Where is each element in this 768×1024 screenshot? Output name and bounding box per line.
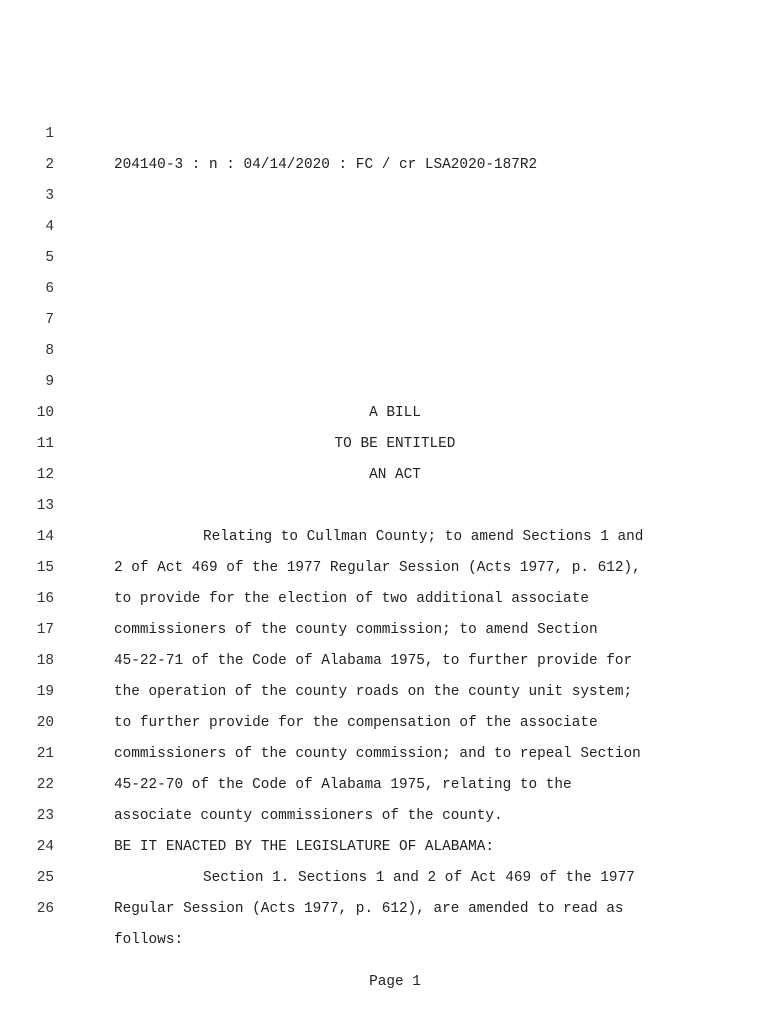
line-number: 20 [36,715,54,731]
section-text: follows: [114,932,184,948]
enacting-clause: BE IT ENACTED BY THE LEGISLATURE OF ALABAMA: [114,839,494,855]
synopsis-text: 45-22-70 of the Code of Alabama 1975, relating to the [114,777,572,793]
line-number: 5 [45,250,54,266]
line-number: 16 [36,591,54,607]
synopsis-text: the operation of the county roads on the county unit system; [114,684,633,700]
synopsis-text: to further provide for the compensation of the associate [114,715,598,731]
document-line [0,305,768,359]
header-code: 204140-3 : n : 04/14/2020 : FC / cr LSA2020-187R2 [114,157,538,173]
line-number: 23 [36,808,54,824]
line-number: 10 [36,405,54,421]
line-number: 21 [36,746,54,762]
line-number: 9 [45,374,54,390]
section-text: Regular Session (Acts 1977, p. 612), are amended to read as [114,901,624,917]
synopsis-text: commissioners of the county commission; to amend Section [114,622,598,638]
line-number: 26 [36,901,54,917]
line-number: 2 [45,157,54,173]
bill-subtitle: TO BE ENTITLED [334,436,456,452]
section-text: Section 1. Sections 1 and 2 of Act 469 of the 1977 [203,870,635,886]
line-number: 18 [36,653,54,669]
numbered-lines [0,88,768,948]
line-number: 6 [45,281,54,297]
line-number: 17 [36,622,54,638]
line-number: 24 [36,839,54,855]
line-number: 22 [36,777,54,793]
line-number: 19 [36,684,54,700]
synopsis-text: Relating to Cullman County; to amend Sections 1 and [203,529,644,545]
line-number: 13 [36,498,54,514]
synopsis-text: 2 of Act 469 of the 1977 Regular Session (Acts 1977, p. 612), [114,560,641,576]
bill-title: A BILL [369,405,421,421]
document-line [0,181,768,235]
line-number: 14 [36,529,54,545]
line-number: 4 [45,219,54,235]
synopsis-text: associate county commissioners of the county. [114,808,503,824]
line-number: 3 [45,188,54,204]
document-line [0,212,768,266]
line-number: 25 [36,870,54,886]
document-line [0,150,768,204]
page-number-footer: Page 1 [369,974,421,990]
synopsis-text: 45-22-71 of the Code of Alabama 1975, to further provide for [114,653,633,669]
line-number: 8 [45,343,54,359]
act-heading: AN ACT [369,467,421,483]
line-number: 7 [45,312,54,328]
document-line [0,88,768,173]
synopsis-text: commissioners of the county commission; and to repeal Section [114,746,641,762]
line-number: 11 [36,436,54,452]
synopsis-text: to provide for the election of two additional associate [114,591,589,607]
line-number: 1 [45,126,54,142]
line-number: 15 [36,560,54,576]
document-line [0,243,768,297]
document-line [0,274,768,328]
line-number: 12 [36,467,54,483]
